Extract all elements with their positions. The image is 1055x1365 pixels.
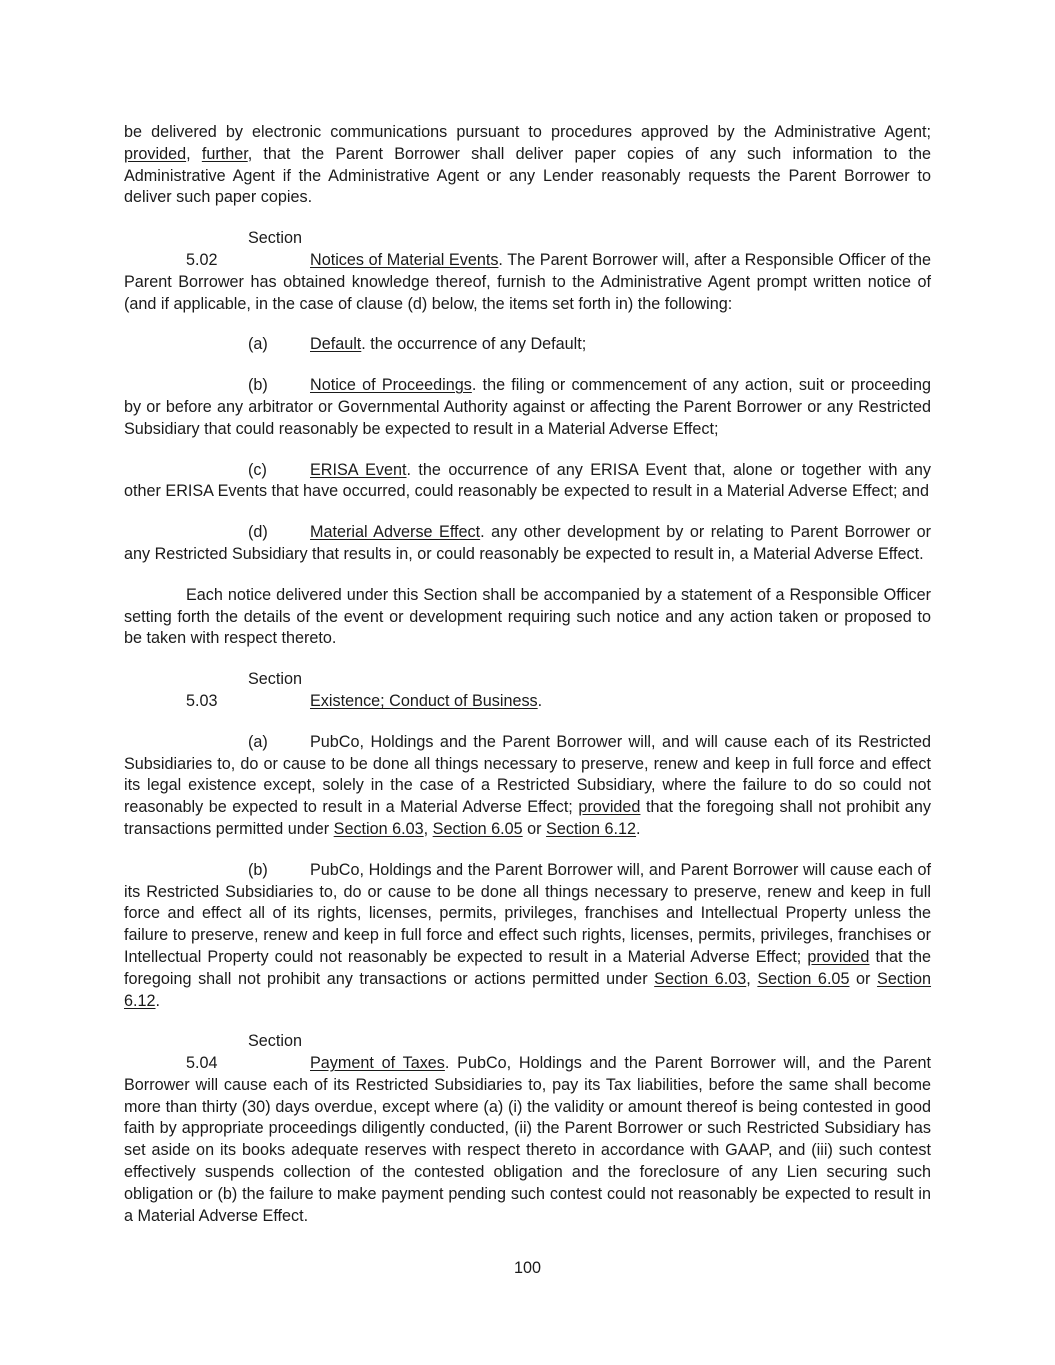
notice-closing-paragraph: Each notice delivered under this Section shall be accompanied by a statement of a Responsible Officer setting forth the details of the event or development requiring such notice and any action taken or proposed to be taken with respect thereto. <box>124 585 931 648</box>
clause-label: (b) <box>248 376 268 395</box>
section-reference: Section 6.05 <box>432 819 523 838</box>
section-number: Section 5.04 <box>186 1032 302 1073</box>
section-reference: Section 6.05 <box>757 969 850 988</box>
clause-title: Notice of Proceedings <box>310 376 472 395</box>
provided-term: provided <box>807 947 870 966</box>
clause-d: (d) Material Adverse Effect. any other development by or relating to Parent Borrower or any Restricted Subsidiary that results in, or could reasonably be expected to result in, a Material Adverse Effect. <box>124 523 931 563</box>
further-term: further <box>201 144 248 163</box>
section-5-04: Section 5.04 Payment of Taxes. PubCo, Holdings and the Parent Borrower will, and the Parent Borrower will cause each of its Restricted Subsidiaries to, pay its Tax liabilities, before the same shall become more than thirty (30) days overdue, except where (a) (i) the validity or amount thereof is being contested in good faith by appropriate proceedings diligently conducted, (ii) the Parent Borrower or such Restricted Subsidiary has set aside on its books adequate reserves with respect thereto in accordance with GAAP, and (iii) such contest effectively suspends collection of the contested obligation and the foreclosure of any Lien securing such obligation or (b) the failure to make payment pending such contest could not reasonably be expected to result in a Material Adverse Effect. <box>124 1032 931 1225</box>
section-title: Payment of Taxes <box>310 1054 445 1073</box>
section-title: Notices of Material Events <box>310 250 499 269</box>
section-5-02: Section 5.02 Notices of Material Events. The Parent Borrower will, after a Responsible Officer of the Parent Borrower has obtained knowledge thereof, furnish to the Administrative Agent prompt written notice of (and if applicable, in the case of clause (d) below, the items set forth in) the following: <box>124 229 931 313</box>
section-number: Section 5.02 <box>186 229 302 269</box>
section-5-03-clause-a: (a) PubCo, Holdings and the Parent Borrower will, and will cause each of its Restricted Subsidiaries to, do or cause to be done all things necessary to preserve, renew and keep in full force and effect its legal existence except, solely in the case of a Restricted Subsidiary, where the failure to do so could not reasonably be expected to result in a Material Adverse Effect; provided that the foregoing shall not prohibit any transactions permitted under Section 6.03, Section 6.05 or Section 6.12. <box>124 732 931 838</box>
section-5-03-heading: Section 5.03 Existence; Conduct of Business. <box>124 669 931 713</box>
clause-title: ERISA Event <box>310 460 407 479</box>
document-body <box>124 122 931 1227</box>
section-number: Section 5.03 <box>186 670 302 710</box>
clause-label: (c) <box>248 460 267 479</box>
clause-label: (a) <box>248 732 268 751</box>
section-reference: Section 6.03 <box>654 969 747 988</box>
section-reference: Section 6.12 <box>546 819 637 838</box>
paragraph-continuation: be delivered by electronic communications pursuant to procedures approved by the Administrative Agent; provided, further, that the Parent Borrower shall deliver paper copies of any such information to the Administrative Agent if the Administrative Agent or any Lender reasonably requests the Parent Borrower to deliver such paper copies. <box>124 123 932 207</box>
section-5-03-clause-b: (b) PubCo, Holdings and the Parent Borrower will, and Parent Borrower will cause each of its Restricted Subsidiaries to, do or cause to be done all things necessary to preserve, renew and keep in full force and effect all of its rights, licenses, permits, privileges, franchises and Intellectual Property unless the failure to preserve, renew and keep in full force and effect such rights, licenses, permits, privileges, franchises or Intellectual Property could not reasonably be expected to result in a Material Adverse Effect; provided that the foregoing shall not prohibit any transactions or actions permitted under Section 6.03, Section 6.05 or Section 6.12. <box>124 860 932 1010</box>
clause-label: (a) <box>248 335 268 354</box>
provided-term: provided <box>124 144 187 163</box>
page-number: 100 <box>513 1259 541 1277</box>
clause-label: (d) <box>248 523 268 542</box>
section-reference: Section 6.12 <box>124 969 932 1010</box>
clause-label: (b) <box>248 860 268 879</box>
clause-title: Default <box>310 335 362 354</box>
clause-a: (a) Default. the occurrence of any Default; <box>124 334 931 356</box>
clause-title: Material Adverse Effect <box>310 523 481 542</box>
clause-c: (c) ERISA Event. the occurrence of any ERISA Event that, alone or together with any other ERISA Events that have occurred, could reasonably be expected to result in a Material Adverse Effect; and <box>124 460 931 501</box>
clause-b: (b) Notice of Proceedings. the filing or commencement of any action, suit or proceeding by or before any arbitrator or Governmental Authority against or affecting the Parent Borrower or any Restricted Subsidiary that could reasonably be expected to result in a Material Adverse Effect; <box>124 376 931 438</box>
section-reference: Section 6.03 <box>333 819 424 838</box>
provided-term: provided <box>578 798 641 817</box>
section-title: Existence; Conduct of Business <box>310 691 538 710</box>
